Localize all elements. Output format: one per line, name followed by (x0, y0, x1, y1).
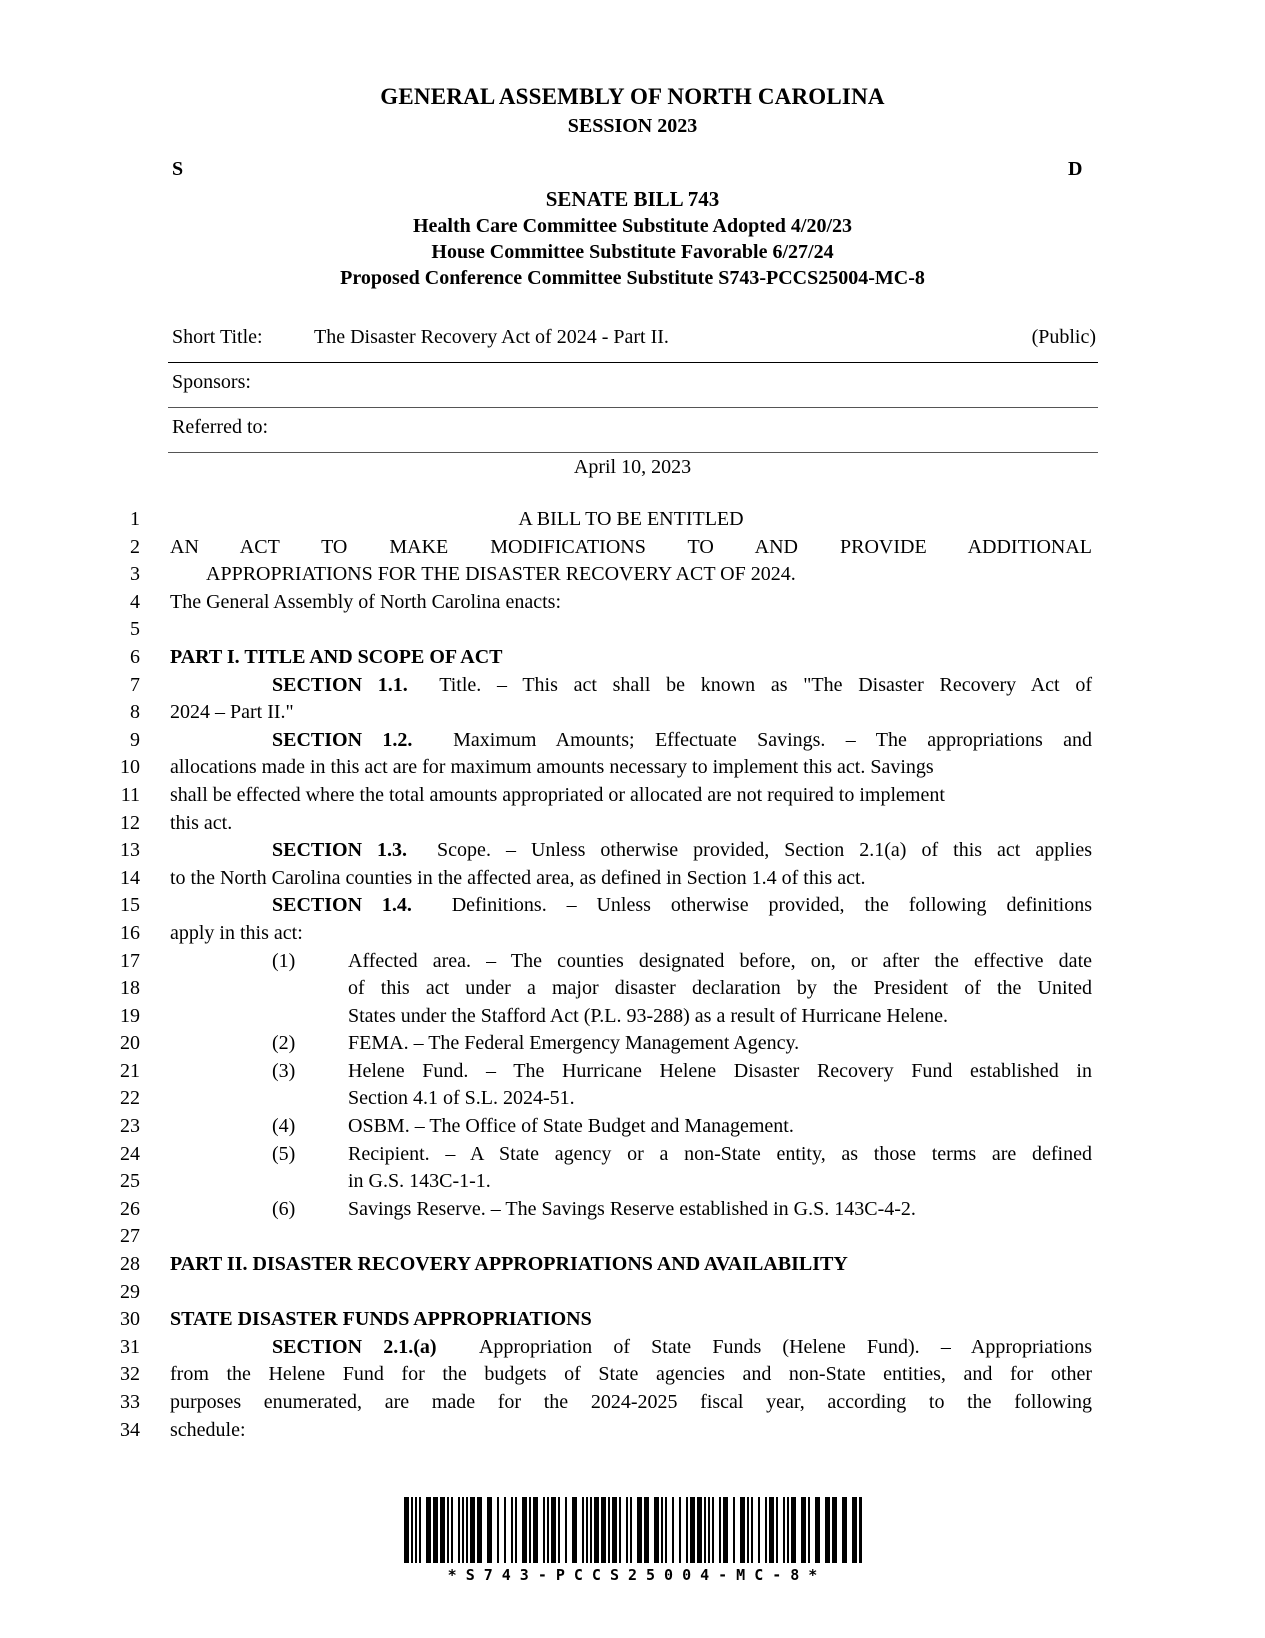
line-number: 19 (120, 1004, 140, 1027)
section-number-label: SECTION 2.1.(a) (272, 1335, 437, 1358)
section-text: Definitions. – Unless otherwise provided, the following definitions (411, 894, 1092, 917)
bill-line-row (0, 1085, 1265, 1113)
barcode-label: *S743-PCCS25004-MC-8* (447, 1566, 827, 1584)
bill-line-row (0, 1196, 1265, 1224)
line-number: 1 (130, 508, 140, 530)
section-number-label: SECTION 1.3. (272, 839, 408, 862)
line-number: 29 (120, 1280, 140, 1303)
bill-line-row (0, 1223, 1265, 1251)
bill-line-text: apply in this act: (170, 921, 303, 944)
bill-info-table (168, 318, 1098, 453)
bill-line-row (0, 616, 1265, 644)
line-number: 14 (120, 866, 140, 889)
definition-item-text: of this act under a major disaster declaration by the President of the United (348, 977, 1092, 1000)
line-number: 18 (120, 977, 140, 1000)
line-number: 11 (120, 783, 140, 806)
definition-item-text: in G.S. 143C-1-1. (348, 1170, 491, 1193)
bill-line-row (0, 699, 1265, 727)
filed-date: April 10, 2023 (573, 456, 692, 478)
section-paragraph-first-line (272, 837, 1092, 865)
bill-line-row (0, 837, 1265, 865)
section-paragraph-first-line (272, 672, 1092, 700)
sponsors-label: Sponsors: (172, 371, 251, 393)
line-number: 8 (130, 701, 140, 724)
section-paragraph-first-line (272, 727, 1092, 755)
short-title-row (168, 318, 1098, 363)
definition-item-text: Section 4.1 of S.L. 2024-51. (348, 1087, 575, 1110)
barcode-image (404, 1497, 862, 1563)
masthead (0, 82, 1265, 140)
committee-substitute-line: Health Care Committee Substitute Adopted 4/20/23 (412, 215, 853, 237)
part-heading: STATE DISASTER FUNDS APPROPRIATIONS (170, 1308, 592, 1331)
committee-substitute-line: Proposed Conference Committee Substitute S743-PCCS25004-MC-8 (340, 267, 925, 289)
section-paragraph-first-line (272, 892, 1092, 920)
bill-line-row (0, 782, 1265, 810)
bill-line-row (0, 948, 1265, 976)
section-text: Title. – This act shall be known as "The Disaster Recovery Act of (407, 673, 1092, 696)
definition-item-text: FEMA. – The Federal Emergency Management Agency. (348, 1032, 800, 1055)
bill-line-text: from the Helene Fund for the budgets of State agencies and non-State entities, and for other (170, 1363, 1092, 1386)
line-number: 3 (130, 563, 140, 586)
row-divider (168, 452, 1098, 453)
definition-item-marker: (3) (272, 1059, 296, 1082)
bill-line-row (0, 1279, 1265, 1307)
assembly-title: GENERAL ASSEMBLY OF NORTH CAROLINA (380, 84, 885, 109)
part-heading: PART I. TITLE AND SCOPE OF ACT (170, 645, 503, 668)
bill-line-row (0, 1030, 1265, 1058)
bill-line-row (0, 1306, 1265, 1334)
section-text: Maximum Amounts; Effectuate Savings. – The appropriations and (412, 728, 1092, 751)
section-number-label: SECTION 1.4. (272, 894, 412, 917)
bill-line-text: 2024 – Part II." (170, 701, 294, 724)
line-number: 22 (120, 1087, 140, 1110)
definition-item-text: OSBM. – The Office of State Budget and Management. (348, 1115, 794, 1138)
line-number: 20 (120, 1032, 140, 1055)
part-heading: PART II. DISASTER RECOVERY APPROPRIATIONS AND AVAILABILITY (170, 1253, 848, 1276)
line-number: 7 (130, 673, 140, 696)
definition-item-text: Affected area. – The counties designated before, on, or after the effective date (348, 949, 1092, 972)
bill-line-row (0, 810, 1265, 838)
bill-line-text: shall be effected where the total amounts appropriated or allocated are not required to implement (170, 783, 945, 806)
bill-line-row (0, 1058, 1265, 1086)
bill-line-text: schedule: (170, 1418, 246, 1441)
line-number: 17 (120, 949, 140, 972)
bill-line-row (0, 1168, 1265, 1196)
bill-line-row (0, 1003, 1265, 1031)
bill-line-row (0, 672, 1265, 700)
line-number: 25 (120, 1170, 140, 1193)
line-number: 32 (120, 1363, 140, 1386)
definition-item-text: Savings Reserve. – The Savings Reserve established in G.S. 143C-4-2. (348, 1197, 916, 1220)
short-title-label: Short Title: (172, 326, 263, 348)
line-number: 13 (120, 839, 140, 862)
document-type-mark: D (1068, 158, 1083, 180)
bill-line-row (0, 561, 1265, 589)
bill-line-row (0, 892, 1265, 920)
bill-line-row (0, 506, 1265, 534)
section-text: Scope. – Unless otherwise provided, Section 2.1(a) of this act applies (407, 839, 1093, 862)
line-number: 4 (130, 590, 140, 613)
section-number-label: SECTION 1.2. (272, 728, 413, 751)
bill-line-row (0, 727, 1265, 755)
line-number: 23 (120, 1115, 140, 1138)
line-number: 33 (120, 1391, 140, 1413)
bill-line-row (0, 534, 1265, 562)
definition-item-marker: (4) (272, 1115, 296, 1138)
line-number: 21 (120, 1059, 140, 1082)
line-number: 2 (130, 535, 140, 558)
bill-line-text: purposes enumerated, are made for the 2024-2025 fiscal year, according to the following (170, 1391, 1092, 1413)
section-paragraph-first-line (272, 1334, 1092, 1362)
bill-line-text: this act. (170, 811, 233, 834)
bill-identification-block (0, 185, 1265, 291)
barcode-block (0, 1484, 1265, 1584)
bill-line-text: to the North Carolina counties in the affected area, as defined in Section 1.4 of this act. (170, 866, 866, 889)
definition-item-text: Helene Fund. – The Hurricane Helene Disaster Recovery Fund established in (348, 1059, 1092, 1082)
referred-to-label: Referred to: (172, 416, 269, 438)
bill-line-text: APPROPRIATIONS FOR THE DISASTER RECOVERY ACT OF 2024. (206, 563, 796, 586)
bill-line-row (0, 975, 1265, 1003)
line-number: 10 (120, 756, 140, 779)
bill-line-row (0, 1361, 1265, 1389)
line-number: 28 (120, 1253, 140, 1276)
bill-line-row (0, 1251, 1265, 1279)
bill-line-text: A BILL TO BE ENTITLED (518, 508, 744, 530)
bill-line-text: AN ACT TO MAKE MODIFICATIONS TO AND PROVIDE ADDITIONAL (170, 535, 1092, 558)
sponsors-row (168, 363, 1098, 408)
bill-line-row (0, 865, 1265, 893)
line-number: 24 (120, 1142, 140, 1165)
line-number: 12 (120, 811, 140, 834)
bill-line-text: allocations made in this act are for maximum amounts necessary to implement this act. Savings (170, 756, 934, 779)
section-number-label: SECTION 1.1. (272, 673, 408, 696)
line-number: 9 (130, 728, 140, 751)
bill-line-row (0, 1389, 1265, 1417)
bill-line-row (0, 1334, 1265, 1362)
short-title-value: The Disaster Recovery Act of 2024 - Part II. (314, 326, 669, 348)
line-number: 26 (120, 1197, 140, 1220)
line-number: 31 (120, 1335, 140, 1358)
bill-line-row (0, 589, 1265, 617)
line-number: 5 (130, 618, 140, 641)
bill-line-row (0, 1141, 1265, 1169)
definition-item-marker: (1) (272, 949, 296, 972)
bill-number: SENATE BILL 743 (545, 187, 720, 211)
definition-item-text: States under the Stafford Act (P.L. 93-288) as a result of Hurricane Helene. (348, 1004, 949, 1027)
bill-body (0, 506, 1265, 1444)
bill-line-row (0, 920, 1265, 948)
bill-line-row (0, 754, 1265, 782)
line-number: 16 (120, 921, 140, 944)
definition-item-marker: (5) (272, 1142, 296, 1165)
definition-item-text: Recipient. – A State agency or a non-State entity, as those terms are defined (348, 1142, 1092, 1165)
bill-line-text: The General Assembly of North Carolina enacts: (170, 590, 561, 613)
line-number: 15 (120, 894, 140, 917)
line-number: 34 (120, 1418, 140, 1441)
definition-item-marker: (6) (272, 1197, 296, 1220)
definition-item-marker: (2) (272, 1032, 296, 1055)
session-line: SESSION 2023 (567, 115, 698, 137)
line-number: 30 (120, 1308, 140, 1331)
referred-to-row (168, 408, 1098, 453)
line-number: 27 (120, 1225, 140, 1248)
bill-line-row (0, 644, 1265, 672)
public-status-badge: (Public) (1031, 326, 1096, 348)
bill-line-row (0, 1113, 1265, 1141)
section-text: Appropriation of State Funds (Helene Fund). – Appropriations (436, 1335, 1092, 1358)
chamber-mark: S (172, 158, 184, 180)
bill-line-row (0, 1417, 1265, 1445)
committee-substitute-line: House Committee Substitute Favorable 6/27/24 (431, 241, 834, 263)
line-number: 6 (130, 645, 140, 668)
